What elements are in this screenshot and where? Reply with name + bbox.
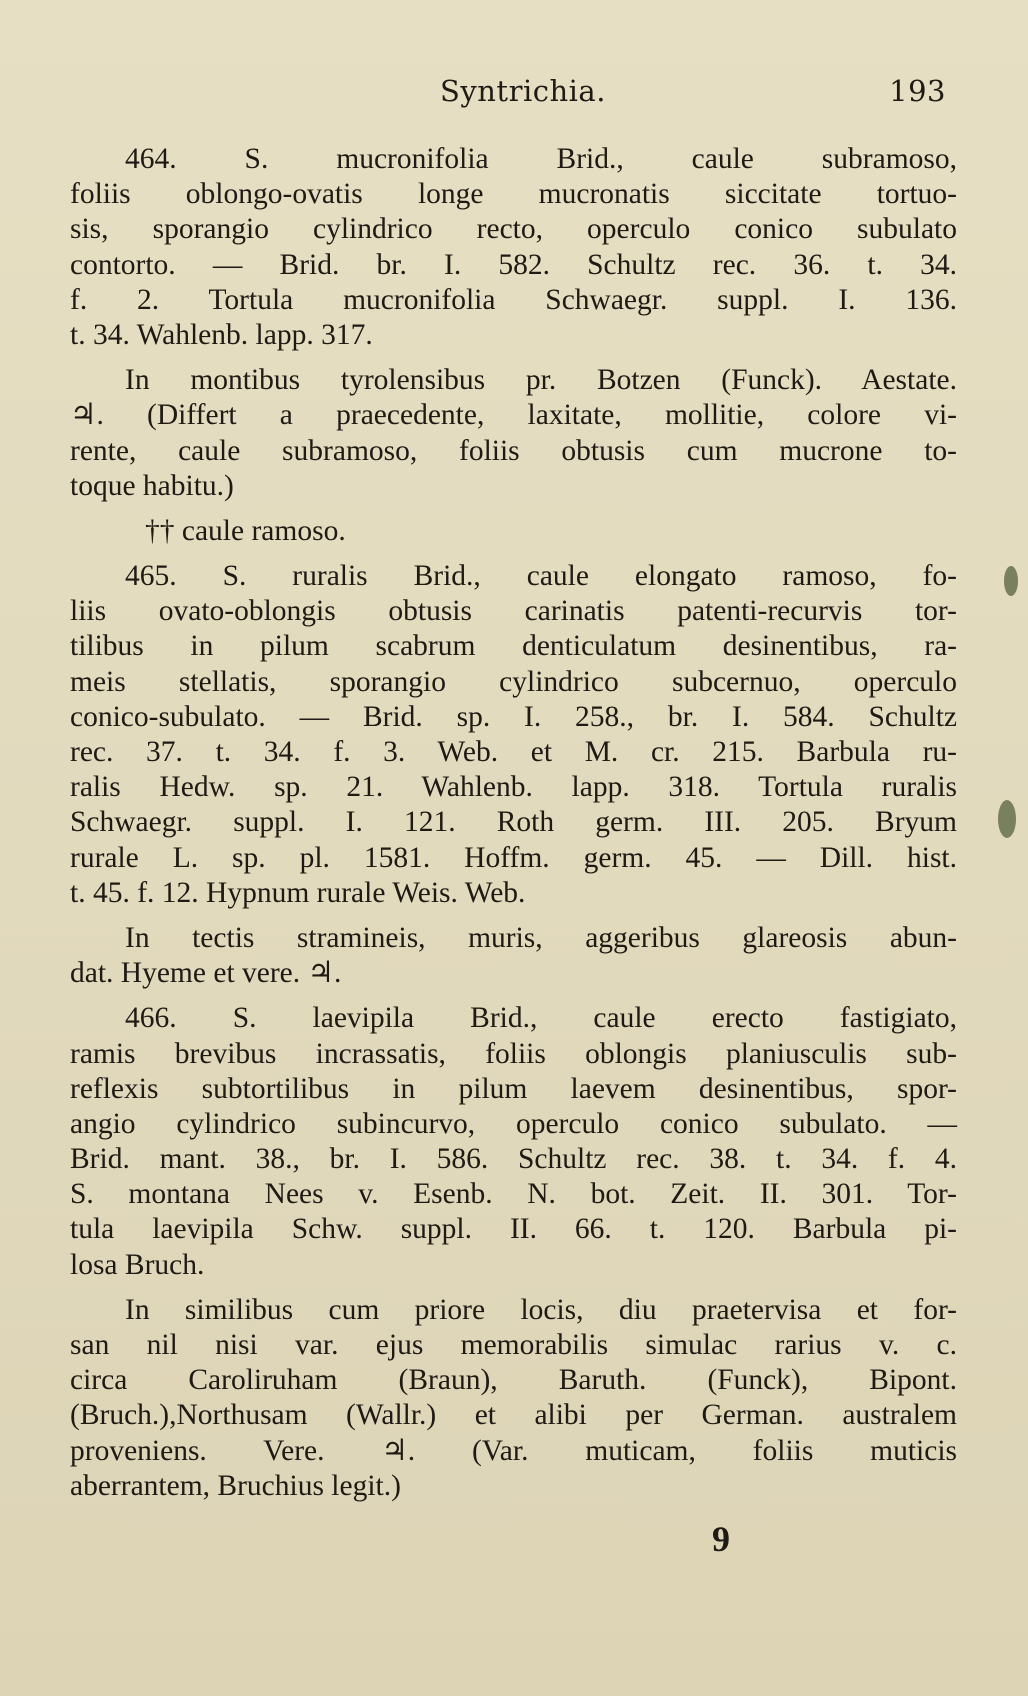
text-line: conico-subulato. — Brid. sp. I. 258., br. I. 584. Schultz (70, 700, 957, 733)
text-line: liis ovato-oblongis obtusis carinatis patenti-recurvis tor- (70, 595, 957, 628)
paragraph-gap (70, 353, 957, 363)
paragraph-gap (70, 549, 957, 559)
text-line: ralis Hedw. sp. 21. Wahlenb. lapp. 318. Tortula ruralis (70, 771, 957, 804)
text-line: rec. 37. t. 34. f. 3. Web. et M. cr. 215. Barbula ru- (70, 736, 957, 768)
text-line: In tectis stramineis, muris, aggeribus glareosis abun- (125, 921, 957, 954)
text-line: f. 2. Tortula mucronifolia Schwaegr. suppl. I. 136. (70, 283, 957, 316)
text-line: losa Bruch. (70, 1248, 205, 1281)
page-number: 193 (889, 74, 946, 108)
text-line: reflexis subtortilibus in pilum laevem desinentibus, spor- (70, 1072, 957, 1105)
paragraph-gap (70, 991, 957, 1001)
text-line: t. 45. f. 12. Hypnum rurale Weis. Web. (70, 876, 526, 909)
text-line: In montibus tyrolensibus pr. Botzen (Funck). Aestate. (125, 364, 957, 397)
text-line: tilibus in pilum scabrum denticulatum desinentibus, ra- (70, 630, 957, 663)
text-line: sis, sporangio cylindrico recto, operculo conico subulato (70, 213, 957, 246)
text-line: dat. Hyeme et vere. ♃. (70, 957, 342, 990)
running-title: Syntrichia. (440, 74, 606, 108)
text-line: ramis brevibus incrassatis, foliis oblongis planiusculis sub- (70, 1037, 957, 1070)
text-line: tula laevipila Schw. suppl. II. 66. t. 120. Barbula pi- (70, 1213, 957, 1246)
text-line: †† caule ramoso. (145, 514, 346, 547)
text-line: san nil nisi var. ejus memorabilis simulac rarius v. c. (70, 1329, 957, 1361)
text-line: (Bruch.),Northusam (Wallr.) et alibi per German. australem (70, 1399, 957, 1432)
text-line: S. montana Nees v. Esenb. N. bot. Zeit. II. 301. Tor- (70, 1178, 957, 1211)
paragraph-gap (70, 911, 957, 921)
text-line: 465. S. ruralis Brid., caule elongato ramoso, fo- (125, 560, 957, 593)
page-body (70, 142, 957, 1504)
paragraph-gap (70, 504, 957, 514)
text-line: aberrantem, Bruchius legit.) (70, 1469, 401, 1502)
signature-mark: 9 (712, 1519, 730, 1559)
text-line: Schwaegr. suppl. I. 121. Roth germ. III. 205. Bryum (70, 806, 957, 839)
text-line: meis stellatis, sporangio cylindrico subcernuo, operculo (70, 665, 957, 698)
text-line: rente, caule subramoso, foliis obtusis cum mucrone to- (70, 434, 957, 467)
text-line: ♃. (Differt a praecedente, laxitate, mollitie, colore vi- (70, 399, 957, 432)
text-line: angio cylindrico subincurvo, operculo conico subulato. — (70, 1107, 957, 1140)
text-line: In similibus cum priore locis, diu praetervisa et for- (125, 1293, 957, 1326)
text-line: circa Caroliruham (Braun), Baruth. (Funck), Bipont. (70, 1364, 957, 1397)
text-line: foliis oblongo-ovatis longe mucronatis siccitate tortuo- (70, 178, 957, 211)
text-line: Brid. mant. 38., br. I. 586. Schultz rec. 38. t. 34. f. 4. (70, 1143, 957, 1176)
text-line: toque habitu.) (70, 469, 234, 502)
text-line: proveniens. Vere. ♃. (Var. muticam, foliis muticis (70, 1434, 957, 1467)
paragraph-gap (70, 1283, 957, 1293)
text-line: 466. S. laevipila Brid., caule erecto fastigiato, (125, 1002, 957, 1035)
margin-fleck (998, 800, 1016, 838)
text-line: contorto. — Brid. br. I. 582. Schultz rec. 36. t. 34. (70, 248, 957, 281)
running-header (440, 74, 968, 114)
text-line: 464. S. mucronifolia Brid., caule subramoso, (125, 143, 957, 175)
margin-fleck (1004, 566, 1018, 596)
text-line: t. 34. Wahlenb. lapp. 317. (70, 318, 373, 351)
text-line: rurale L. sp. pl. 1581. Hoffm. germ. 45. — Dill. hist. (70, 841, 957, 874)
